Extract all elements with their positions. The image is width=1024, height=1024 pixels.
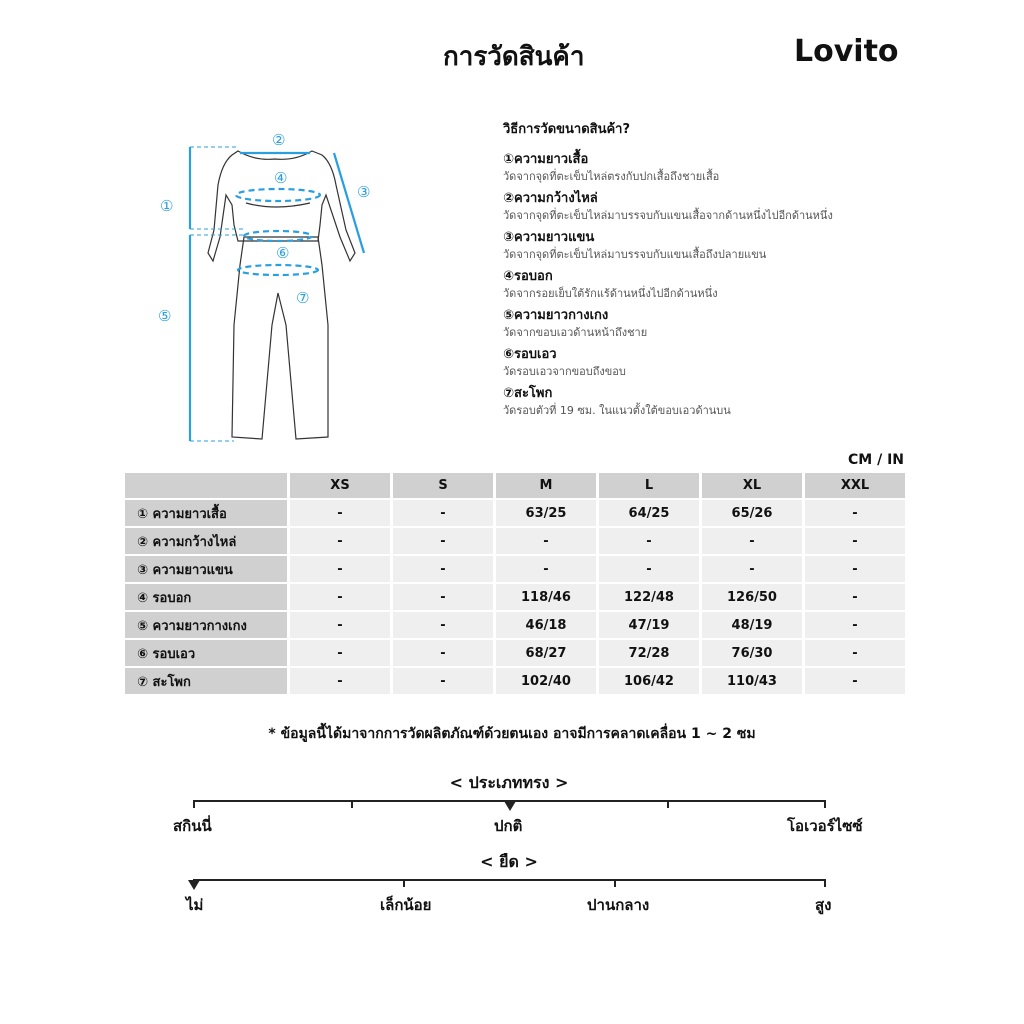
stretch-label-none: ไม่ [186,896,204,914]
table-row [125,584,905,610]
stretch-scale-pointer [188,880,200,890]
row-label: ⑤ ความยาวกางเกง [125,612,287,638]
page-title: การวัดสินค้า [443,42,585,72]
table-body [125,500,905,694]
table-cell: - [290,584,390,610]
row-label: ⑦ สะโพก [125,668,287,694]
step-title: ⑤ความยาวกางเกง [503,308,609,323]
table-row [125,640,905,666]
stretch-label-slight: เล็กน้อย [380,896,432,914]
table-cell: - [393,528,493,554]
row-label: ③ ความยาวแขน [125,556,287,582]
table-cell: - [805,668,905,694]
diagram-label-1: ① [160,197,174,215]
table-header-row [125,473,905,498]
row-label: ④ รอบอก [125,584,287,610]
column-header: L [599,473,699,498]
table-cell: 46/18 [496,612,596,638]
garment-outline-svg [150,125,390,450]
column-header: XL [702,473,802,498]
table-cell: - [805,556,905,582]
step-item [503,386,903,419]
fit-scale-tick [824,800,826,808]
diagram-label-3: ③ [357,183,371,201]
table-cell: - [496,556,596,582]
table-cell: - [393,668,493,694]
table-cell: 76/30 [702,640,802,666]
step-desc: วัดจากจุดที่ตะเข็บไหล่มาบรรจบกับแขนเสื้อถึงปลายแขน [503,248,767,261]
garment-diagram [150,125,390,450]
row-label: ① ความยาวเสื้อ [125,500,287,526]
column-header: M [496,473,596,498]
table-cell: - [290,640,390,666]
table-row [125,612,905,638]
table-cell: - [393,584,493,610]
step-desc: วัดจากจุดที่ตะเข็บไหล่มาบรรจบกับแขนเสื้อจากด้านหนึ่งไปอีกด้านหนึ่ง [503,209,833,222]
table-cell: - [290,500,390,526]
table-cell: 64/25 [599,500,699,526]
stretch-label-medium: ปานกลาง [587,896,650,914]
step-desc: วัดจากรอยเย็บใต้รักแร้ด้านหนึ่งไปอีกด้านหนึ่ง [503,287,718,300]
step-title: ①ความยาวเสื้อ [503,152,589,167]
table-cell: - [393,640,493,666]
table-cell: - [805,640,905,666]
brand-logo: Lovito [794,34,899,69]
diagram-label-5: ⑤ [158,307,172,325]
table-cell: 122/48 [599,584,699,610]
stretch-scale-title: < ยืด > [480,852,538,871]
table-row [125,528,905,554]
fit-scale-tick [667,800,669,808]
table-cell: - [805,528,905,554]
size-table [122,471,908,696]
table-cell: - [599,556,699,582]
step-desc: วัดรอบตัวที่ 19 ซม. ในแนวตั้งใต้ขอบเอวด้านบน [503,404,731,417]
table-cell: - [805,500,905,526]
table-cell: 126/50 [702,584,802,610]
table-row [125,556,905,582]
stretch-scale-line [194,879,826,881]
row-label: ② ความกว้างไหล่ [125,528,287,554]
table-cell: - [805,584,905,610]
diagram-label-2: ② [272,131,286,149]
step-title: ⑦สะโพก [503,386,553,401]
table-cell: - [290,668,390,694]
diagram-label-4: ④ [274,169,288,187]
table-cell: - [599,528,699,554]
table-cell: - [496,528,596,554]
stretch-scale-tick [403,879,405,887]
stretch-label-high: สูง [815,896,832,914]
stretch-scale-tick [614,879,616,887]
table-cell: 63/25 [496,500,596,526]
step-item [503,191,903,224]
step-desc: วัดจากขอบเอวด้านหน้าถึงชาย [503,326,648,339]
table-cell: 106/42 [599,668,699,694]
table-cell: 47/19 [599,612,699,638]
step-item [503,269,903,302]
table-cell: - [393,500,493,526]
step-item [503,152,903,185]
fit-label-skinny: สกินนี่ [173,817,212,835]
table-row [125,668,905,694]
step-item [503,230,903,263]
fit-scale-pointer [504,801,516,811]
table-cell: 65/26 [702,500,802,526]
step-title: ③ความยาวแขน [503,230,595,245]
fit-scale-tick [351,800,353,808]
table-cell: - [702,556,802,582]
table-cell: 48/19 [702,612,802,638]
table-corner-cell [125,473,287,498]
measurement-note: * ข้อมูลนี้ได้มาจากการวัดผลิตภัณฑ์ด้วยตนเอง อาจมีการคลาดเคลื่อน 1 ~ 2 ซม [268,726,756,742]
column-header: XS [290,473,390,498]
step-title: ④รอบอก [503,269,553,284]
column-header: S [393,473,493,498]
table-cell: 68/27 [496,640,596,666]
table-cell: 110/43 [702,668,802,694]
stretch-scale-tick [824,879,826,887]
fit-scale-title: < ประเภททรง > [449,773,569,792]
table-cell: - [290,528,390,554]
step-title: ⑥รอบเอว [503,347,557,362]
table-cell: 102/40 [496,668,596,694]
step-title: ②ความกว้างไหล่ [503,191,598,206]
step-desc: วัดรอบเอวจากขอบถึงขอบ [503,365,626,378]
diagram-label-7: ⑦ [296,289,310,307]
diagram-label-6: ⑥ [276,244,290,262]
row-label: ⑥ รอบเอว [125,640,287,666]
table-cell: - [702,528,802,554]
instructions-heading: วิธีการวัดขนาดสินค้า? [503,122,631,137]
table-cell: - [290,612,390,638]
measure-instructions [503,118,903,425]
table-cell: 118/46 [496,584,596,610]
step-item [503,347,903,380]
fit-scale-tick [193,800,195,808]
table-cell: - [290,556,390,582]
table-row [125,500,905,526]
fit-label-oversize: โอเวอร์ไซซ์ [787,817,863,835]
table-cell: - [393,612,493,638]
table-cell: - [805,612,905,638]
step-desc: วัดจากจุดที่ตะเข็บไหล่ตรงกับปกเสื้อถึงชายเสื้อ [503,170,720,183]
column-header: XXL [805,473,905,498]
table-cell: - [393,556,493,582]
fit-label-regular: ปกติ [494,817,523,835]
step-item [503,308,903,341]
table-cell: 72/28 [599,640,699,666]
units-label: CM / IN [848,452,904,468]
